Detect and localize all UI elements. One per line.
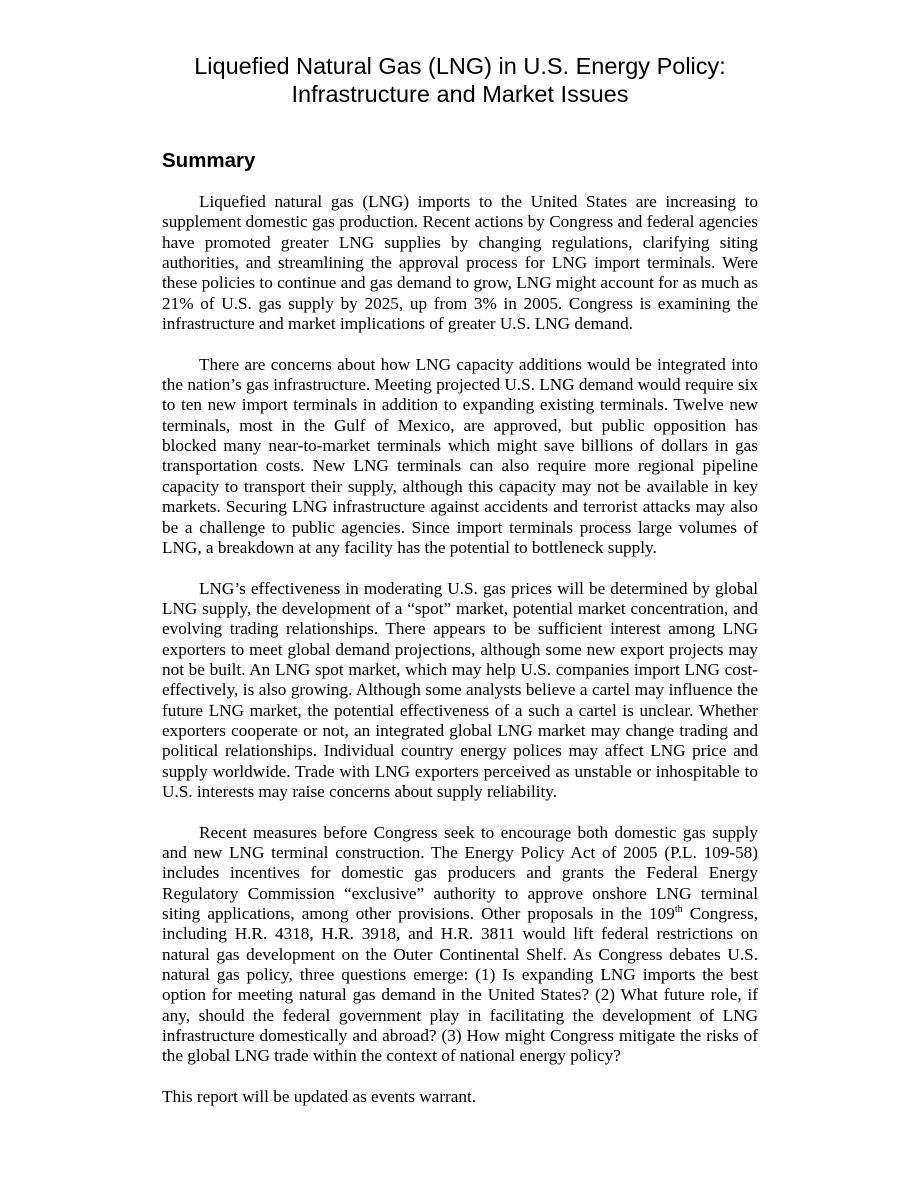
title-line-2: Infrastructure and Market Issues xyxy=(291,81,629,107)
summary-paragraph-4 xyxy=(162,823,758,1067)
summary-paragraph-2: There are concerns about how LNG capacity additions would be integrated into the nation’s gas infrastructure. Meeting projected U.S. LNG demand would require six to ten new import terminals in addition to expanding existing terminals. Twelve new terminals, most in the Gulf of Mexico, are approved, but public opposition has blocked many near-to-market terminals which might save billions of dollars in gas transportation costs. New LNG terminals can also require more regional pipeline capacity to transport their supply, although this capacity may not be available in key markets. Securing LNG infrastructure against accidents and terrorist attacks may also be a challenge to public agencies. Since import terminals process large volumes of LNG, a breakdown at any facility has the potential to bottleneck supply. xyxy=(162,354,758,557)
document-title xyxy=(132,52,788,108)
title-line-1: Liquefied Natural Gas (LNG) in U.S. Energy Policy: xyxy=(194,53,726,79)
paragraph-4-text-b: Congress, including H.R. 4318, H.R. 3918, and H.R. 3811 would lift federal restrictions on natural gas development on the Outer Continental Shelf. As Congress debates U.S. natural gas policy, three questions emerge: (1) Is expanding LNG imports the best option for meeting natural gas demand in the United States? (2) What future role, if any, should the federal government play in facilitating the development of LNG infrastructure domestically and abroad? (3) How might Congress mitigate the risks of the global LNG trade within the context of national energy policy? xyxy=(162,904,758,1066)
section-heading-summary: Summary xyxy=(162,149,256,172)
paragraph-4-text-a: Recent measures before Congress seek to encourage both domestic gas supply and new LNG terminal construction. The Energy Policy Act of 2005 (P.L. 109-58) includes incentives for domestic gas producers and grants the Federal Energy Regulatory Commission “exclusive” authority to approve onshore LNG terminal siting applications, among other provisions. Other proposals in the 109 xyxy=(162,822,758,924)
ordinal-superscript: th xyxy=(674,904,683,916)
summary-paragraph-1: Liquefied natural gas (LNG) imports to the United States are increasing to supplement domestic gas production. Recent actions by Congress and federal agencies have promoted greater LNG supplies by changing regulations, clarifying siting authorities, and streamlining the approval process for LNG import terminals. Were these policies to continue and gas demand to grow, LNG might account for as much as 21% of U.S. gas supply by 2025, up from 3% in 2005. Congress is examining the infrastructure and market implications of greater U.S. LNG demand. xyxy=(162,192,758,334)
update-note: This report will be updated as events warrant. xyxy=(162,1087,477,1107)
summary-paragraph-3: LNG’s effectiveness in moderating U.S. gas prices will be determined by global LNG supply, the development of a “spot” market, potential market concentration, and evolving trading relationships. There appears to be sufficient interest among LNG exporters to meet global demand projections, although some new export projects may not be built. An LNG spot market, which may help U.S. companies import LNG cost-effectively, is also growing. Although some analysts believe a cartel may influence the future LNG market, the potential effectiveness of a such a cartel is unclear. Whether exporters cooperate or not, an integrated global LNG market may change trading and political relationships. Individual country energy polices may affect LNG price and supply worldwide. Trade with LNG exporters perceived as unstable or inhospitable to U.S. interests may raise concerns about supply reliability. xyxy=(162,578,758,801)
document-page xyxy=(162,52,758,1128)
